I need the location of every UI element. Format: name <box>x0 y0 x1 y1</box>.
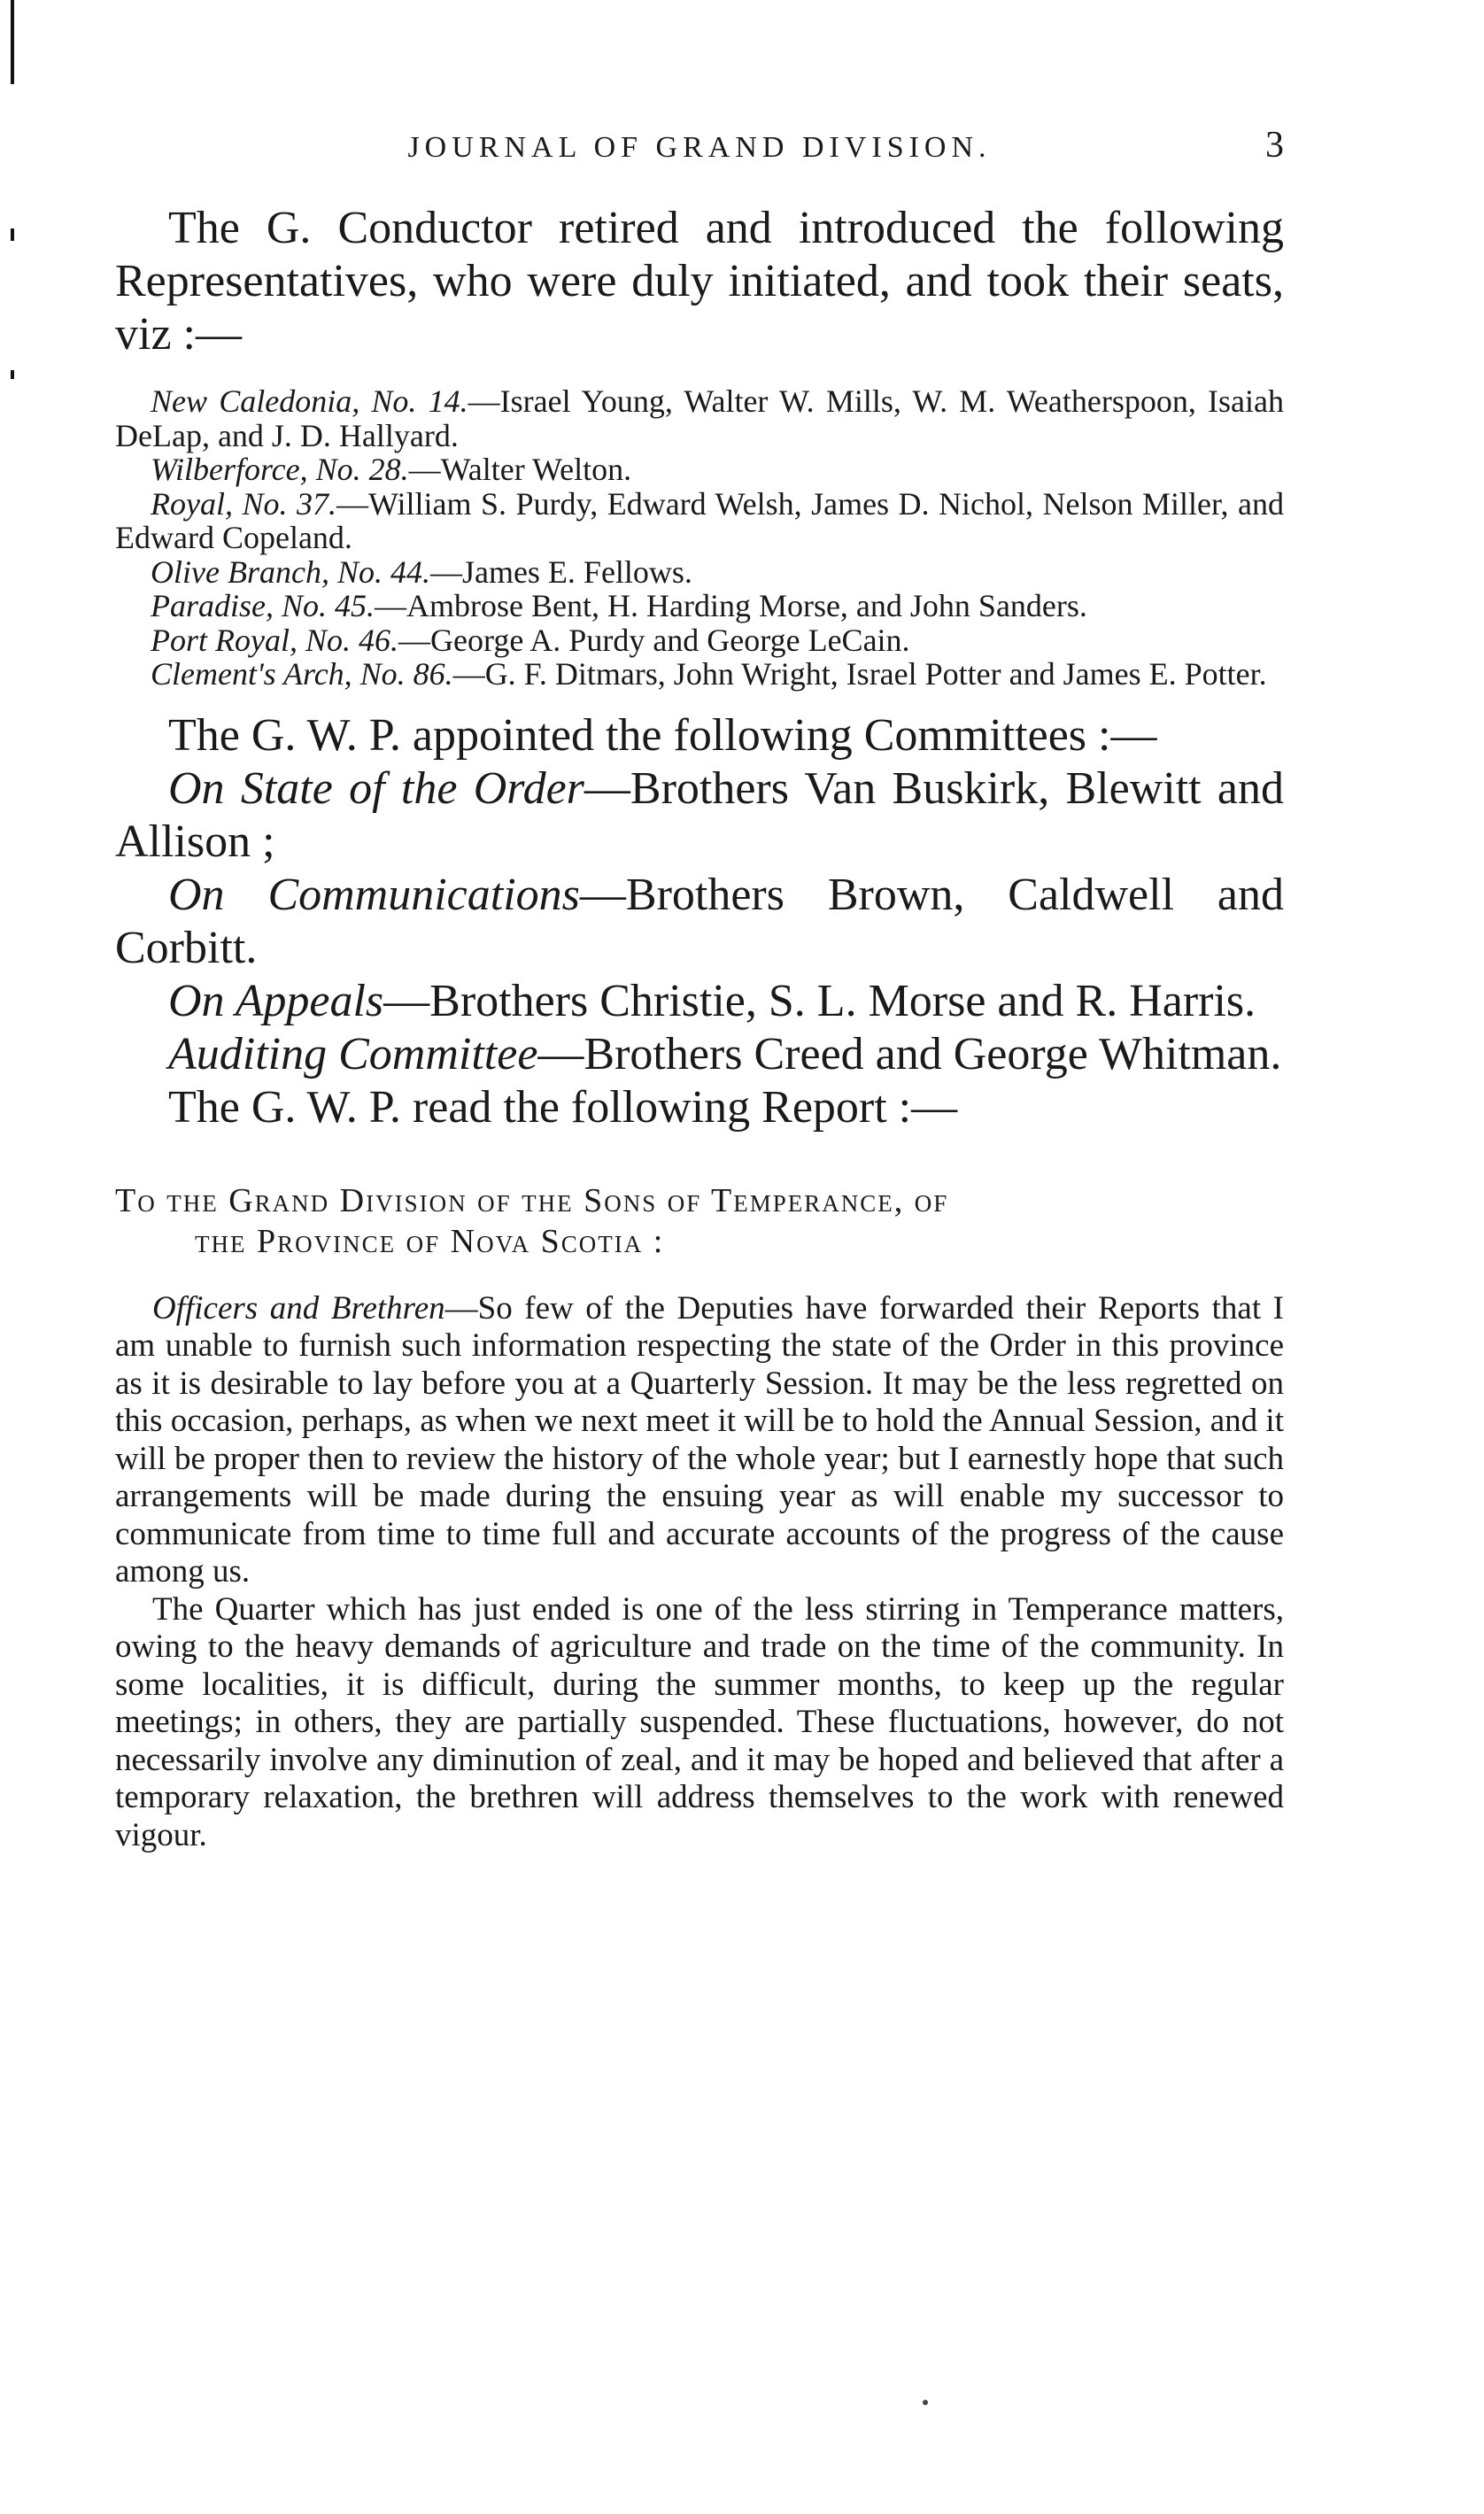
committee-members: —Brothers Creed and George Whitman. <box>537 1028 1282 1079</box>
division-name: Royal, <box>151 485 233 522</box>
representative-entry <box>115 384 1284 453</box>
committee-members: —Brothers Christie, S. L. Morse and R. Harris. <box>383 975 1256 1026</box>
representative-names: —Israel Young, Walter W. Mills, W. M. Weatherspoon, Isaiah DeLap, and J. D. Hallyard. <box>115 383 1285 453</box>
report-paragraph: The Quarter which has just ended is one of the less stirring in Temperance matters, owing to the heavy demands of agriculture and trade on the time of the community. In some localities, it is difficult, during the summer months, to keep up the regular meetings; in others, they are partially suspended. These fluctuations, however, do not necessarily involve any diminution of zeal, and it may be hoped and believed that after a temporary relaxation, the brethren will address themselves to the work with renewed vigour. <box>115 1590 1284 1853</box>
margin-rule-lower <box>11 370 14 379</box>
division-number: No. 46. <box>305 622 398 658</box>
intro-paragraph: The G. Conductor retired and introduced the following Representatives, who were duly initiated, and took their seats, viz :— <box>115 203 1284 360</box>
representative-entry <box>115 657 1284 692</box>
running-head <box>115 115 1284 177</box>
representative-names: —Walter Welton. <box>408 452 632 487</box>
report-intro: The G. W. P. read the following Report :— <box>168 1081 958 1133</box>
committees-intro: The G. W. P. appointed the following Committees :— <box>168 709 1157 761</box>
division-number: No. 14. <box>371 383 468 419</box>
committee-entry <box>115 1028 1284 1081</box>
division-number: No. 44. <box>336 553 430 590</box>
division-name: Wilberforce, <box>151 452 308 487</box>
division-name: Olive Branch, <box>151 553 329 590</box>
committee-members: —Brothers Brown, Caldwell and Corbitt. <box>115 869 1285 973</box>
division-number: No. 37. <box>242 485 336 522</box>
representative-names: —William S. Purdy, Edward Welsh, James D. Nichol, Nelson Miller, and Edward Copeland. <box>115 485 1285 555</box>
committee-name: On Communications <box>168 869 580 920</box>
report-paragraph <box>115 1290 1284 1591</box>
representative-entry <box>115 555 1284 590</box>
report-address <box>115 1180 1284 1262</box>
report-paragraph-text: —So few of the Deputies have forwarded their Reports that I am unable to furnish such information respecting the state of the Order in this province as it is desirable to lay before you at a Quarterly Session. It may be the less regretted on this occasion, perhaps, as when we next meet it will be to hold the Annual Session, and it will be proper then to review the history of the whole year; but I earnestly hope that such arrangements will be made during the ensuing year as will enable my successor to communicate from time to time full and accurate accounts of the progress of the cause among us. <box>115 1289 1284 1590</box>
division-name: Clement's Arch, <box>151 656 352 692</box>
committee-name: On Appeals <box>168 975 384 1026</box>
committee-entry <box>115 975 1284 1028</box>
committee-entry <box>115 869 1284 975</box>
representatives-list <box>115 384 1284 692</box>
address-line-2: the Province of Nova Scotia : <box>195 1222 665 1260</box>
division-number: No. 28. <box>315 452 409 487</box>
margin-rule-middle <box>11 228 14 241</box>
division-number: No. 45. <box>282 588 375 623</box>
page-mark <box>923 2400 928 2405</box>
running-title: JOURNAL OF GRAND DIVISION. <box>407 131 992 164</box>
committee-entry <box>115 762 1284 869</box>
committee-name: Auditing Committee <box>168 1028 538 1079</box>
division-number: No. 86. <box>359 656 453 692</box>
address-line-1: To the Grand Division of the Sons of Temperance, of <box>115 1181 949 1219</box>
representative-names: —James E. Fellows. <box>429 553 692 590</box>
division-name: Port Royal, <box>151 622 298 658</box>
representative-names: —Ambrose Bent, H. Harding Morse, and John Sanders. <box>375 588 1087 623</box>
committees-section <box>115 709 1284 1134</box>
representative-entry <box>115 623 1284 658</box>
division-name: Paradise, <box>151 588 274 623</box>
committee-name: On State of the Order <box>168 762 584 814</box>
representative-names: —G. F. Ditmars, John Wright, Israel Potter and James E. Potter. <box>452 656 1267 692</box>
page-number: 3 <box>1265 125 1284 166</box>
margin-rule-top <box>11 0 14 84</box>
report-salutation: Officers and Brethren <box>152 1289 445 1327</box>
representative-entry <box>115 453 1284 487</box>
representative-names: —George A. Purdy and George LeCain. <box>398 622 910 658</box>
division-name: New Caledonia, <box>151 383 360 419</box>
committee-members: —Brothers Van Buskirk, Blewitt and Allison ; <box>115 762 1284 867</box>
representative-entry <box>115 589 1284 623</box>
representative-entry <box>115 487 1284 555</box>
report-body <box>115 1290 1284 1855</box>
page <box>115 115 1284 1854</box>
